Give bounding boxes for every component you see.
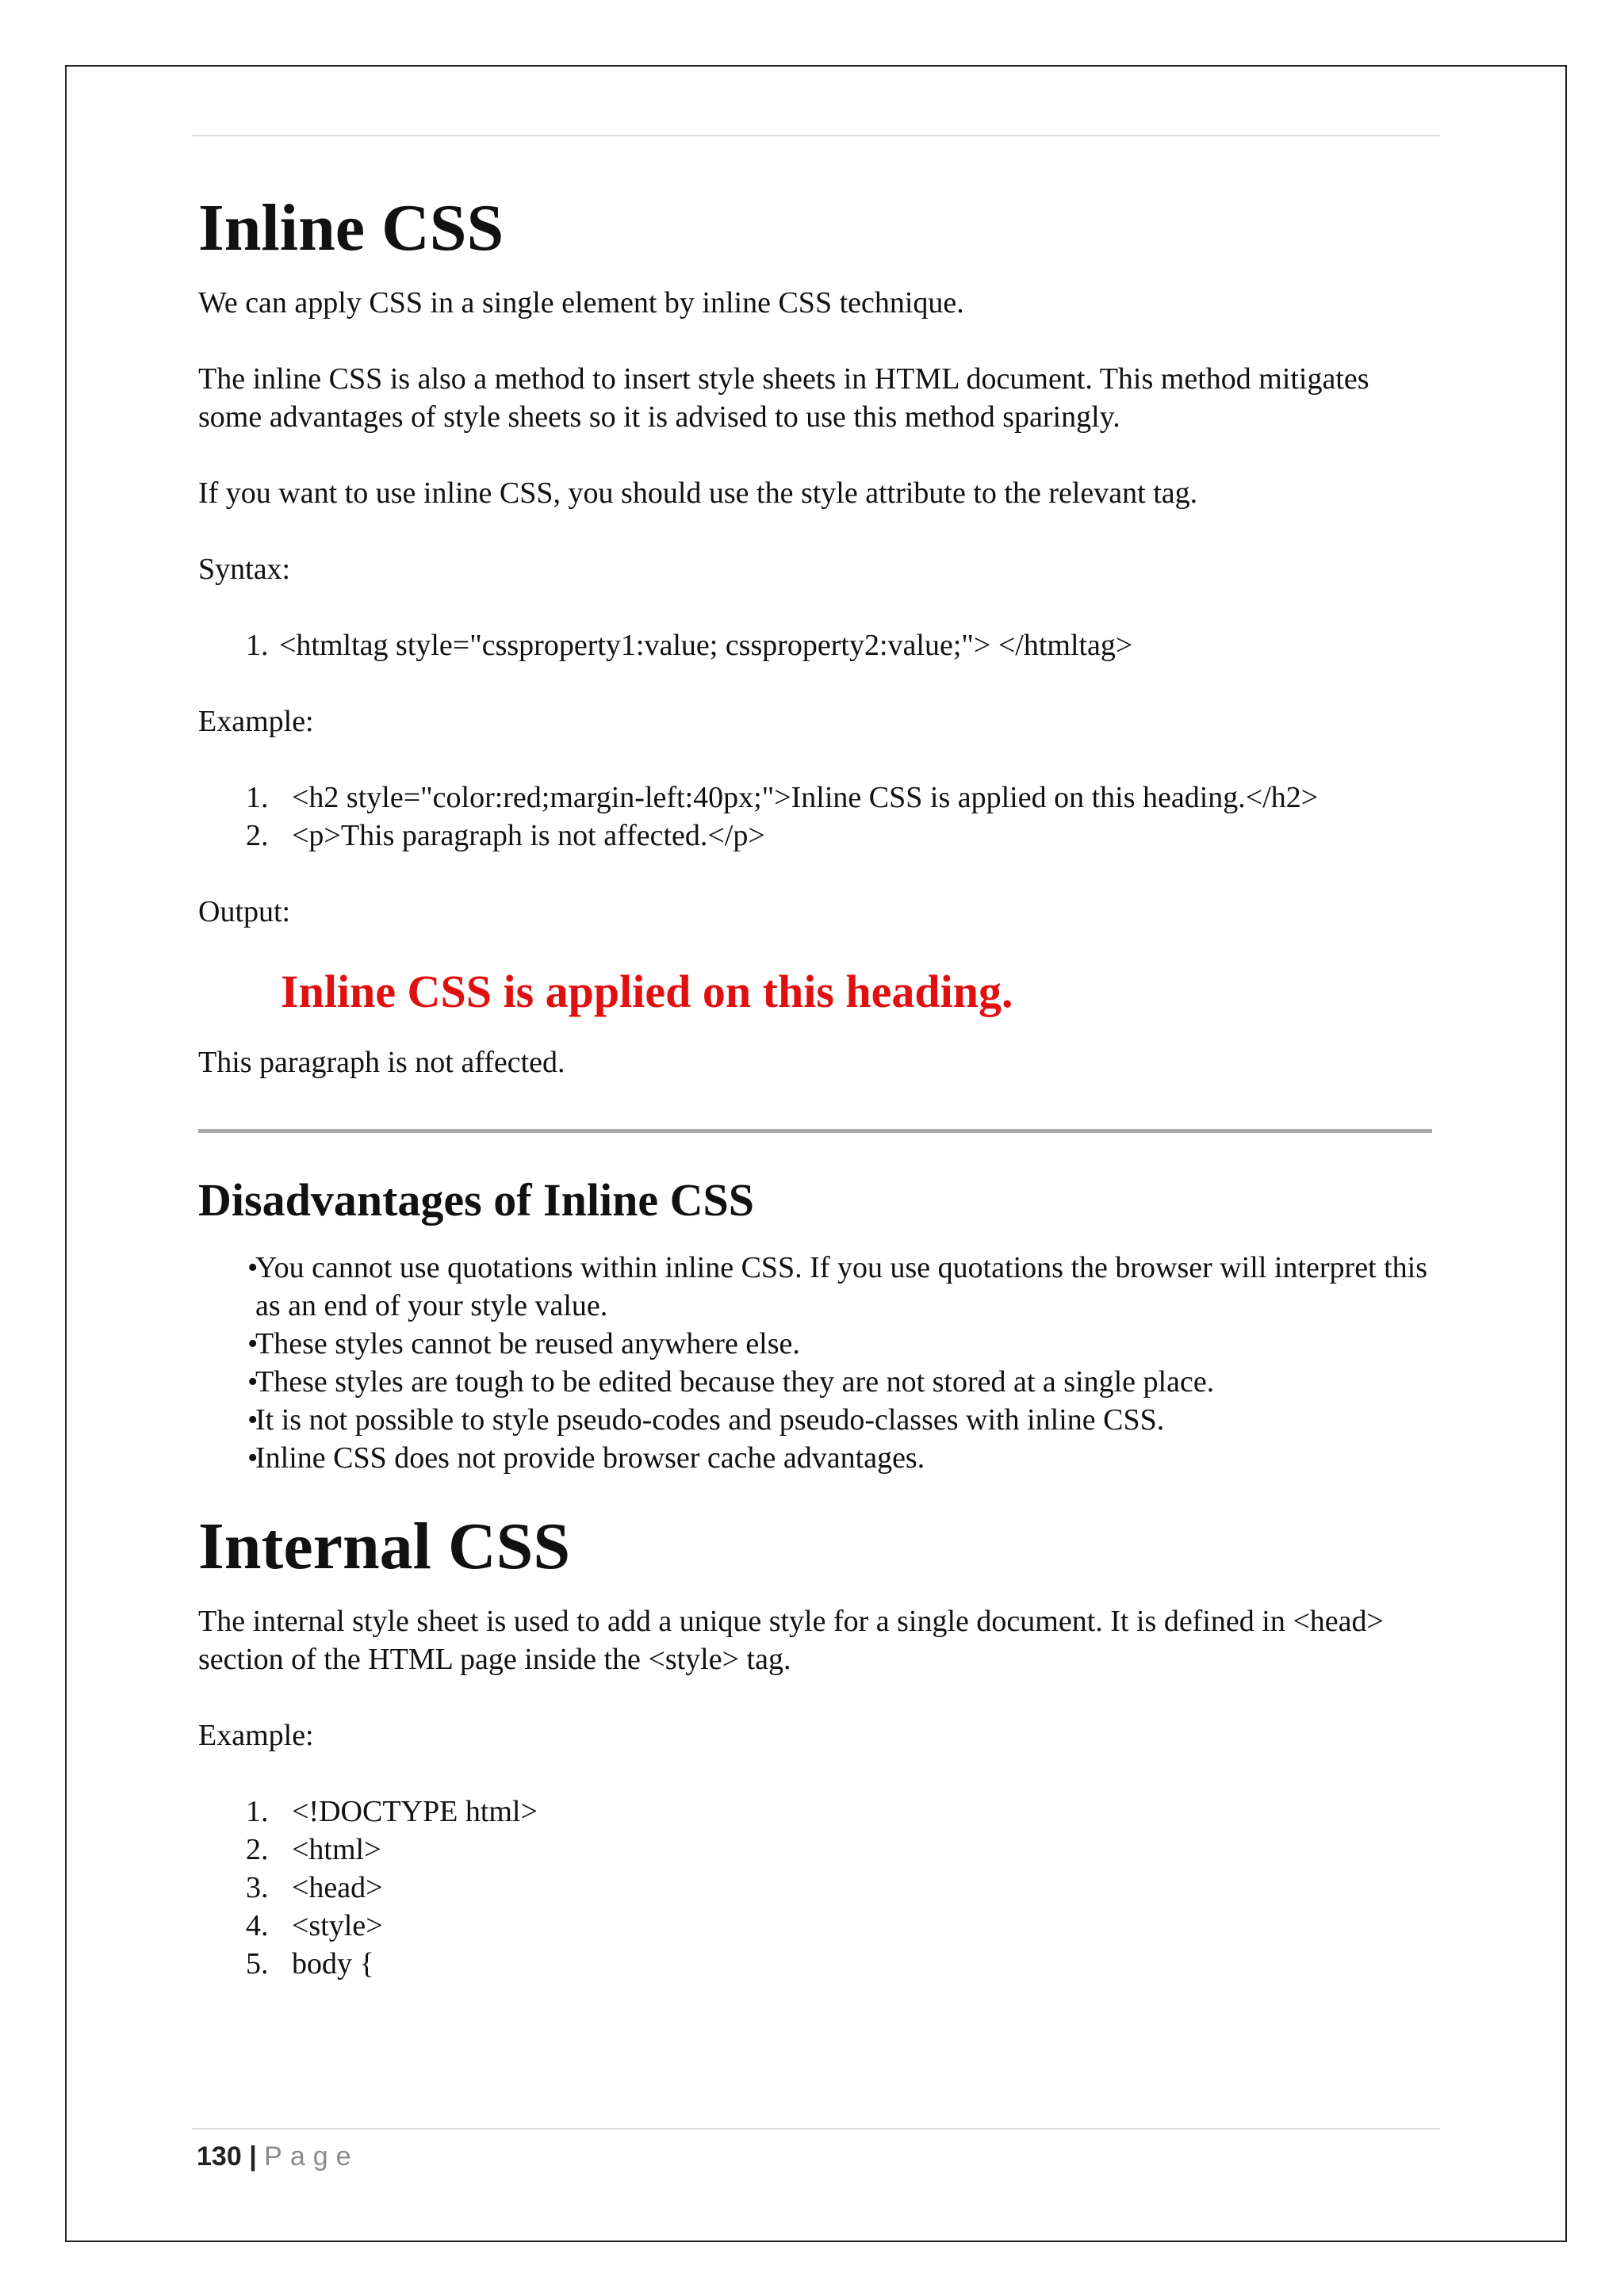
internal-css-title: Internal CSS — [198, 1510, 571, 1583]
output-paragraph: This paragraph is not affected. — [198, 1046, 565, 1079]
output-label: Output: — [198, 895, 291, 928]
list-number: 5. — [246, 1947, 269, 1980]
internal-example-label: Example: — [198, 1719, 314, 1752]
list-item — [246, 1907, 1435, 1945]
list-item — [246, 1945, 1435, 1983]
bullet-icon: • — [247, 1441, 259, 1475]
page-word: Page — [264, 2141, 359, 2172]
bullet-text: Inline CSS does not provide browser cache advantages. — [255, 1441, 925, 1475]
bullet-icon: • — [247, 1327, 259, 1360]
page-content — [198, 190, 1435, 1983]
page-footer — [197, 2141, 359, 2172]
bullet-text: You cannot use quotations within inline CSS. If you use quotations the browser will interpret this as an end of your style value. — [255, 1251, 1428, 1322]
bullet-text: These styles are tough to be edited because they are not stored at a single place. — [255, 1365, 1215, 1399]
bullet-item — [198, 1325, 1435, 1363]
header-rule — [192, 135, 1440, 136]
list-item — [246, 817, 1435, 855]
inline-paragraph-2: The inline CSS is also a method to insert style sheets in HTML document. This method mitigates some advantages of style sheets so it is advised to use this method sparingly. — [198, 362, 1369, 434]
bullet-text: These styles cannot be reused anywhere else. — [255, 1327, 800, 1360]
example-label: Example: — [198, 705, 314, 738]
syntax-label: Syntax: — [198, 553, 291, 586]
list-number: 1. — [246, 629, 269, 662]
disadvantages-list — [198, 1249, 1435, 1477]
inline-paragraph-3: If you want to use inline CSS, you should use the style attribute to the relevant tag. — [198, 476, 1198, 510]
bullet-icon: • — [247, 1403, 259, 1437]
list-text: <html> — [292, 1833, 381, 1866]
bullet-item — [198, 1439, 1435, 1477]
footer-rule — [192, 2128, 1440, 2130]
bullet-item — [198, 1249, 1435, 1325]
list-item — [246, 779, 1435, 817]
list-text: <style> — [292, 1909, 383, 1942]
output-red-heading: Inline CSS is applied on this heading. — [281, 966, 1013, 1017]
list-text: <h2 style="color:red;margin-left:40px;">Inline CSS is applied on this heading.</h2> — [292, 781, 1319, 814]
list-item — [246, 1793, 1435, 1831]
list-number: 1. — [246, 781, 269, 814]
inline-paragraph-1: We can apply CSS in a single element by inline CSS technique. — [198, 286, 964, 320]
list-text: <htmltag style="cssproperty1:value; cssproperty2:value;"> </htmltag> — [279, 629, 1133, 662]
list-text: <p>This paragraph is not affected.</p> — [292, 819, 765, 852]
list-text: <head> — [292, 1871, 383, 1904]
list-number: 2. — [246, 819, 269, 852]
list-text: <!DOCTYPE html> — [292, 1795, 538, 1828]
internal-example-list — [198, 1793, 1435, 1983]
bullet-item — [198, 1363, 1435, 1401]
list-number: 1. — [246, 1795, 269, 1828]
list-number: 2. — [246, 1833, 269, 1866]
disadvantages-title: Disadvantages of Inline CSS — [198, 1174, 754, 1226]
inline-css-title: Inline CSS — [198, 191, 504, 265]
page-number: 130 — [197, 2141, 242, 2172]
bullet-item — [198, 1401, 1435, 1439]
list-item — [246, 1869, 1435, 1907]
internal-paragraph: The internal style sheet is used to add a unique style for a single document. It is defined in <head> section of the HTML page inside the <style> tag. — [198, 1605, 1384, 1676]
footer-separator: | — [249, 2141, 257, 2172]
list-text: body { — [292, 1947, 374, 1980]
example-list — [198, 779, 1435, 855]
list-number: 4. — [246, 1909, 269, 1942]
bullet-icon: • — [247, 1365, 259, 1399]
list-item — [246, 626, 1435, 664]
list-item — [246, 1831, 1435, 1869]
bullet-text: It is not possible to style pseudo-codes and pseudo-classes with inline CSS. — [255, 1403, 1165, 1437]
bullet-icon: • — [247, 1251, 259, 1284]
list-number: 3. — [246, 1871, 269, 1904]
syntax-list — [198, 626, 1435, 664]
